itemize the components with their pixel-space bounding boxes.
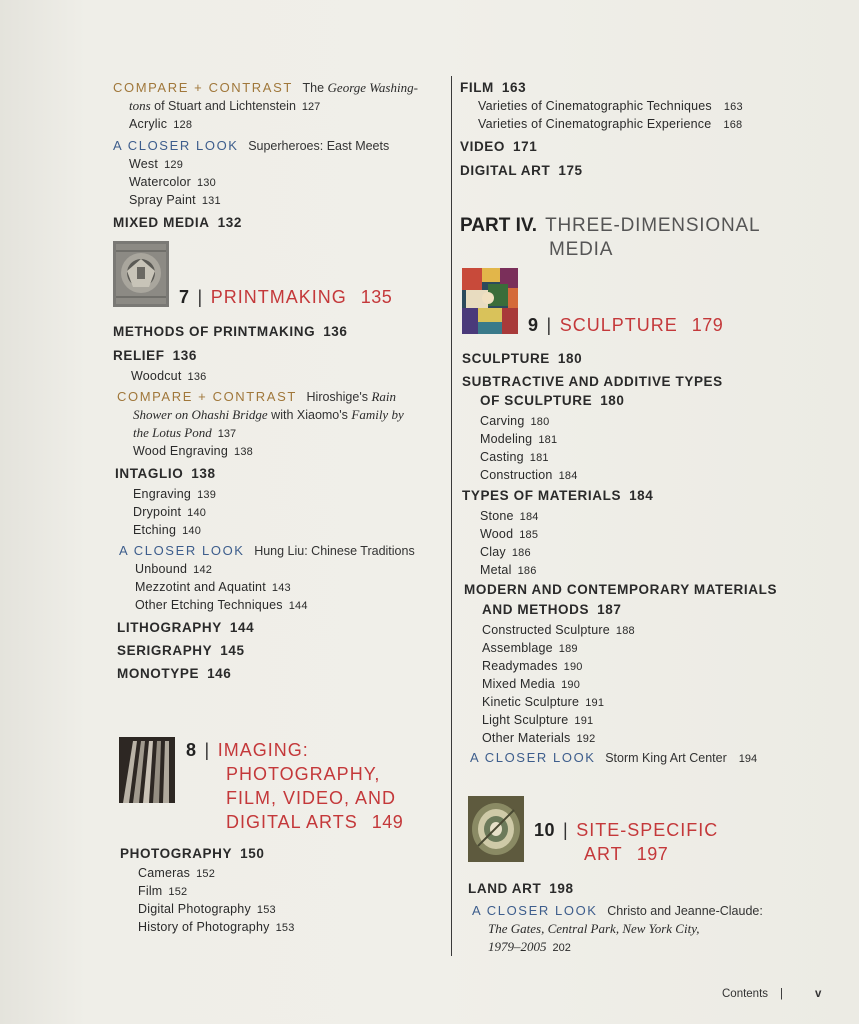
toc-entry-engraving[interactable]: Engraving 139 <box>133 487 217 501</box>
page-number: 185 <box>519 529 539 541</box>
toc-entry-readymades[interactable]: Readymades 190 <box>482 659 583 673</box>
toc-entry-woodcut[interactable]: Woodcut 136 <box>131 369 207 383</box>
toc-entry-subtractive-additive[interactable]: SUBTRACTIVE AND ADDITIVE TYPES <box>462 374 723 389</box>
toc-entry-stone[interactable]: Stone 184 <box>480 509 539 523</box>
toc-entry-relief[interactable]: RELIEF 136 <box>113 348 197 363</box>
page-number: 142 <box>193 564 213 576</box>
toc-entry-closer-look-storm-king[interactable]: A CLOSER LOOK Storm King Art Center 194 <box>470 750 758 765</box>
chapter-7-heading[interactable]: 7 | PRINTMAKING 135 <box>179 287 393 307</box>
chapter-number: 7 <box>179 287 190 307</box>
page-number: 186 <box>517 565 537 577</box>
toc-entry-compare-contrast-hiroshige-cont[interactable]: Shower on Ohashi Bridge with Xiaomo's Family by <box>133 407 404 422</box>
page-number: 190 <box>561 679 581 691</box>
page-number: 163 <box>501 80 527 95</box>
toc-entry-casting[interactable]: Casting 181 <box>480 450 549 464</box>
chapter-8-heading-line2: PHOTOGRAPHY, <box>226 764 381 784</box>
toc-entry-kinetic-sculpture[interactable]: Kinetic Sculpture 191 <box>482 695 605 709</box>
page-number: 186 <box>511 547 531 559</box>
toc-entry-types-of-materials[interactable]: TYPES OF MATERIALS 184 <box>462 488 654 503</box>
page-number: 197 <box>636 844 669 864</box>
toc-entry-history-of-photography[interactable]: History of Photography 153 <box>138 920 295 934</box>
toc-entry-closer-look-hung-liu-cont[interactable]: Unbound 142 <box>135 562 213 576</box>
page-number: 144 <box>229 620 255 635</box>
part-4-heading[interactable] <box>460 214 760 238</box>
page-number: 138 <box>234 446 253 458</box>
toc-entry-intaglio[interactable]: INTAGLIO 138 <box>115 466 216 481</box>
page-number: 184 <box>629 488 654 503</box>
imaging-thumbnail-image <box>119 737 175 803</box>
page-number: 180 <box>557 351 583 366</box>
toc-entry-digital-art[interactable]: DIGITAL ART 175 <box>460 163 583 178</box>
toc-entry-other-materials[interactable]: Other Materials 192 <box>482 731 596 745</box>
page-number: 198 <box>549 881 574 896</box>
chapter-title: SITE-SPECIFIC <box>576 820 719 840</box>
page-number: 143 <box>271 582 291 594</box>
page-number: 152 <box>196 868 216 880</box>
toc-entry-modeling[interactable]: Modeling 181 <box>480 432 558 446</box>
page-number: 132 <box>217 215 242 230</box>
chapter-10-heading[interactable]: 10 | SITE-SPECIFIC <box>534 820 719 840</box>
toc-entry-compare-contrast-washington-cont[interactable]: tons of Stuart and Lichtenstein 127 <box>129 98 321 113</box>
page-number: 194 <box>738 753 758 765</box>
closer-look-label: A CLOSER LOOK <box>119 543 245 558</box>
site-specific-thumbnail-image <box>468 796 524 862</box>
closer-look-label: A CLOSER LOOK <box>472 903 598 918</box>
page-footer: Contents | v <box>722 988 822 1000</box>
toc-entry-serigraphy[interactable]: SERIGRAPHY 145 <box>117 643 245 658</box>
toc-entry-spray-paint[interactable]: Spray Paint 131 <box>129 193 221 207</box>
page-number: 138 <box>191 466 216 481</box>
toc-entry-sculpture[interactable]: SCULPTURE 180 <box>462 351 583 366</box>
compare-contrast-label: COMPARE + CONTRAST <box>117 389 297 404</box>
page-number: 145 <box>220 643 245 658</box>
page-number: 175 <box>558 163 583 178</box>
page-number: 180 <box>530 416 550 428</box>
toc-entry-assemblage[interactable]: Assemblage 189 <box>482 641 578 655</box>
page-number: 184 <box>519 511 539 523</box>
chapter-number: 10 <box>534 820 556 840</box>
page-number: 179 <box>691 315 724 335</box>
page-number: 131 <box>201 195 221 207</box>
toc-entry-closer-look-christo-cont2[interactable]: 1979–2005 202 <box>488 939 571 954</box>
page-number: 140 <box>187 507 207 519</box>
page-number: 188 <box>615 625 635 637</box>
part-title: THREE-DIMENSIONAL <box>545 215 761 236</box>
page-number: 181 <box>538 434 558 446</box>
page-number: 130 <box>196 177 216 189</box>
toc-entry-photography[interactable]: PHOTOGRAPHY 150 <box>120 846 265 861</box>
chapter-10-heading-line2: ART 197 <box>584 844 669 864</box>
toc-entry-film-photo[interactable]: Film 152 <box>138 884 188 898</box>
page-number: 202 <box>552 942 571 954</box>
toc-entry-cinematographic-experience[interactable]: Varieties of Cinematographic Experience 168 <box>478 117 743 131</box>
page-number: 181 <box>529 452 549 464</box>
page-number: 191 <box>585 697 605 709</box>
compare-contrast-label: COMPARE + CONTRAST <box>113 80 293 95</box>
toc-entry-modern-contemporary-cont[interactable]: AND METHODS 187 <box>482 602 622 617</box>
toc-entry-lithography[interactable]: LITHOGRAPHY 144 <box>117 620 255 635</box>
toc-entry-construction[interactable]: Construction 184 <box>480 468 578 482</box>
chapter-8-heading-line3: FILM, VIDEO, AND <box>226 788 397 808</box>
page-number: 149 <box>371 812 404 832</box>
page-number: 150 <box>240 846 265 861</box>
toc-entry-subtractive-additive-cont[interactable]: OF SCULPTURE 180 <box>480 393 625 408</box>
page-number: 163 <box>723 101 743 113</box>
page-number: 136 <box>323 324 348 339</box>
chapter-8-heading-line4: DIGITAL ARTS 149 <box>226 812 404 832</box>
toc-entry-watercolor[interactable]: Watercolor 130 <box>129 175 216 189</box>
page-number: 140 <box>182 525 202 537</box>
toc-entry-metal[interactable]: Metal 186 <box>480 563 537 577</box>
closer-look-label: A CLOSER LOOK <box>470 750 596 765</box>
toc-entry-methods-of-printmaking[interactable]: METHODS OF PRINTMAKING 136 <box>113 324 348 339</box>
closer-look-label: A CLOSER LOOK <box>113 138 239 153</box>
toc-entry-light-sculpture[interactable]: Light Sculpture 191 <box>482 713 594 727</box>
toc-entry-cameras[interactable]: Cameras 152 <box>138 866 216 880</box>
toc-entry-modern-contemporary[interactable]: MODERN AND CONTEMPORARY MATERIALS <box>464 582 778 597</box>
toc-entry-closer-look-superheroes-cont[interactable]: West 129 <box>129 157 184 171</box>
toc-entry-compare-contrast-washington[interactable]: COMPARE + CONTRAST The George Washing- <box>113 80 418 95</box>
chapter-number: 8 <box>186 740 197 760</box>
page-number: 189 <box>558 643 578 655</box>
page-number: 191 <box>574 715 594 727</box>
page-number: 137 <box>217 428 237 440</box>
toc-entry-mixed-media[interactable]: MIXED MEDIA 132 <box>113 215 242 230</box>
footer-label: Contents <box>722 988 769 1000</box>
printmaking-thumbnail-image <box>113 241 169 307</box>
toc-entry-mezzotint[interactable]: Mezzotint and Aquatint 143 <box>135 580 291 594</box>
toc-entry-closer-look-hung-liu[interactable]: A CLOSER LOOK Hung Liu: Chinese Traditions <box>119 543 415 558</box>
toc-entry-land-art[interactable]: LAND ART 198 <box>468 881 574 896</box>
toc-entry-digital-photography[interactable]: Digital Photography 153 <box>138 902 276 916</box>
chapter-title: SCULPTURE <box>559 315 678 335</box>
page-number: 184 <box>558 470 578 482</box>
chapter-8-heading[interactable]: 8 | IMAGING: <box>186 740 309 760</box>
page-number: 153 <box>275 922 295 934</box>
page-number: 168 <box>723 119 743 131</box>
page-number: 146 <box>207 666 232 681</box>
page-number: 136 <box>187 371 207 383</box>
chapter-title: PRINTMAKING <box>210 287 347 307</box>
page-number: 139 <box>197 489 217 501</box>
page-number: 171 <box>513 139 538 154</box>
toc-entry-carving[interactable]: Carving 180 <box>480 414 550 428</box>
toc-entry-other-etching[interactable]: Other Etching Techniques 144 <box>135 598 308 612</box>
toc-entry-compare-contrast-hiroshige[interactable]: COMPARE + CONTRAST Hiroshige's Rain <box>117 389 396 404</box>
page-number: 135 <box>360 287 393 307</box>
page-number: 152 <box>168 886 188 898</box>
page-number: 192 <box>576 733 596 745</box>
sculpture-thumbnail-image <box>462 268 518 334</box>
toc-entry-closer-look-christo[interactable]: A CLOSER LOOK Christo and Jeanne-Claude: <box>472 903 763 918</box>
toc-entry-closer-look-christo-cont[interactable]: The Gates, Central Park, New York City, <box>488 921 700 936</box>
page-number: 153 <box>256 904 276 916</box>
toc-entry-monotype[interactable]: MONOTYPE 146 <box>117 666 232 681</box>
chapter-number: 9 <box>528 315 539 335</box>
page-number: 144 <box>288 600 308 612</box>
toc-entry-etching[interactable]: Etching 140 <box>133 523 202 537</box>
part-label: PART IV. <box>460 215 538 236</box>
toc-entry-film[interactable]: FILM 163 <box>460 80 527 95</box>
page-number: 129 <box>164 159 184 171</box>
toc-entry-wood-engraving[interactable]: Wood Engraving 138 <box>133 444 253 458</box>
page-number: 136 <box>172 348 197 363</box>
toc-entry-drypoint[interactable]: Drypoint 140 <box>133 505 207 519</box>
page-number: 180 <box>600 393 625 408</box>
toc-entry-clay[interactable]: Clay 186 <box>480 545 531 559</box>
toc-entry-wood[interactable]: Wood 185 <box>480 527 539 541</box>
page-number: 190 <box>563 661 583 673</box>
toc-entry-compare-contrast-hiroshige-cont2[interactable]: the Lotus Pond 137 <box>133 425 237 440</box>
chapter-9-heading[interactable]: 9 | SCULPTURE 179 <box>528 315 724 335</box>
toc-entry-video[interactable]: VIDEO 171 <box>460 139 538 154</box>
footer-page-number: v <box>815 988 822 1000</box>
toc-entry-closer-look-superheroes[interactable]: A CLOSER LOOK Superheroes: East Meets <box>113 138 390 153</box>
column-divider <box>451 76 452 956</box>
toc-entry-mixed-media-sculpture[interactable]: Mixed Media 190 <box>482 677 581 691</box>
toc-entry-acrylic[interactable]: Acrylic 128 <box>129 117 193 131</box>
part-4-heading-line2: MEDIA <box>549 239 614 260</box>
chapter-title: IMAGING: <box>217 740 309 760</box>
toc-entry-cinematographic-techniques[interactable]: Varieties of Cinematographic Techniques 163 <box>478 99 743 113</box>
page-number: 127 <box>301 101 321 113</box>
toc-entry-constructed-sculpture[interactable]: Constructed Sculpture 188 <box>482 623 635 637</box>
page-number: 128 <box>173 119 193 131</box>
page-number: 187 <box>597 602 622 617</box>
